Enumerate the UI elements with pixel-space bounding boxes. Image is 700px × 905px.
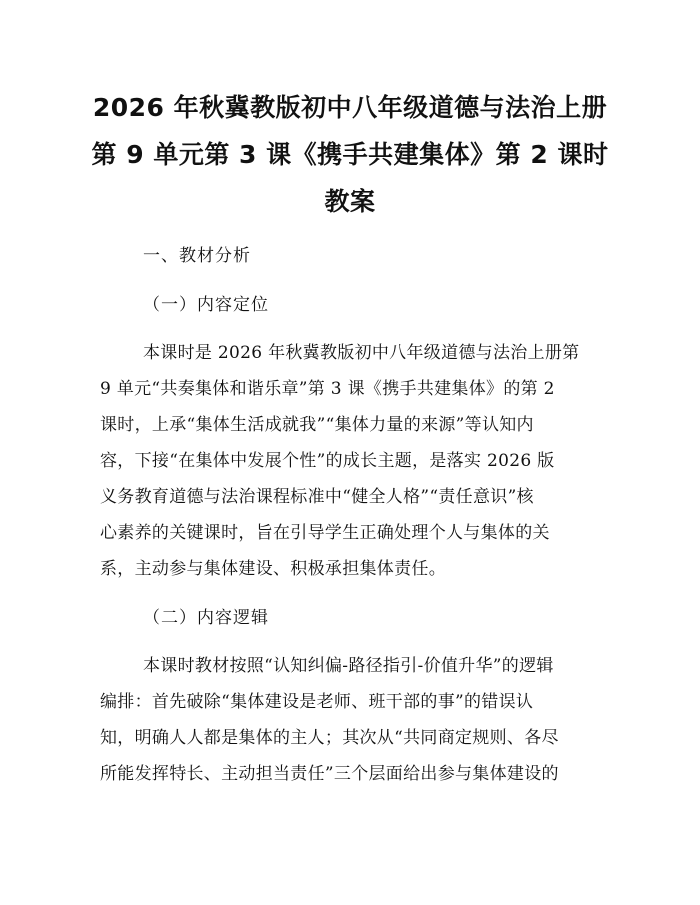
paragraph-2-line-1: 本课时教材按照“认知纠偏-路径指引-价值升华”的逻辑 — [143, 656, 554, 676]
subsection-heading-content-positioning: （一）内容定位 — [143, 295, 269, 315]
paragraph-1-line-1: 本课时是 2026 年秋冀教版初中八年级道德与法治上册第 — [143, 343, 580, 363]
paragraph-2-line-3: 知，明确人人都是集体的主人；其次从“共同商定规则、各尽 — [100, 728, 559, 748]
paragraph-1-line-4: 容，下接“在集体中发展个性”的成长主题，是落实 2026 版 — [100, 451, 555, 471]
document-title-line-2: 第 9 单元第 3 课《携手共建集体》第 2 课时 — [91, 140, 609, 169]
paragraph-2-line-4: 所能发挥特长、主动担当责任”三个层面给出参与集体建设的 — [100, 764, 559, 784]
document-title-line-3: 教案 — [324, 187, 376, 216]
document-title-line-1: 2026 年秋冀教版初中八年级道德与法治上册 — [92, 93, 608, 122]
section-heading-teaching-material-analysis: 一、教材分析 — [143, 246, 251, 266]
paragraph-2-line-2: 编排：首先破除“集体建设是老师、班干部的事”的错误认 — [100, 692, 534, 712]
subsection-heading-content-logic: （二）内容逻辑 — [143, 608, 269, 628]
paragraph-1-line-6: 心素养的关键课时，旨在引导学生正确处理个人与集体的关 — [100, 523, 550, 543]
paragraph-1-line-3: 课时，上承“集体生活成就我”“集体力量的来源”等认知内 — [100, 415, 534, 435]
paragraph-1-line-5: 义务教育道德与法治课程标准中“健全人格”“责任意识”核 — [100, 487, 534, 507]
paragraph-1-line-7: 系，主动参与集体建设、积极承担集体责任。 — [100, 559, 446, 579]
paragraph-1-line-2: 9 单元“共奏集体和谐乐章”第 3 课《携手共建集体》的第 2 — [100, 379, 555, 399]
